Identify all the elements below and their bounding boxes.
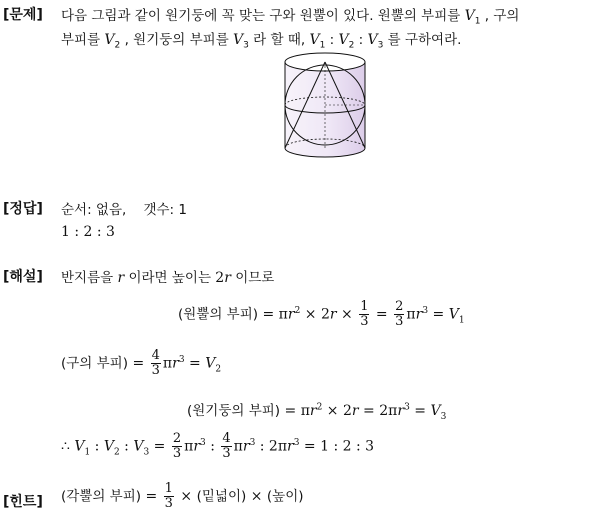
answer-line1: 순서: 없음, 갯수: 1 [61, 202, 187, 218]
hint-pyramid-label: (각뿔의 부피) [61, 488, 142, 505]
cylinder-volume-equation: (원기둥의 부피) = $\pi r^2 \times 2r = 2\pi r^3 = V_3$ [187, 402, 447, 422]
answer-label: [정답] [3, 201, 43, 217]
problem-text-line1: 다음 그림과 같이 원기둥에 꼭 맞는 구와 원뿔이 있다. 원뿔의 부피를 $V_1$ , 구의 [61, 8, 520, 27]
problem-text-line2: 부피를 $V_2$ , 원기둥의 부피를 $V_3$ 라 할 때, $V_1$ : $V_2$ : $V_3$ 를 구하여라. [61, 32, 462, 51]
sphere-volume-label: (구의 부피) [61, 355, 128, 372]
cylinder-sphere-cone-figure [280, 52, 370, 164]
cone-volume-label: (원뿔의 부피) [178, 306, 259, 323]
answer-line2: 1 : 2 : 3 [61, 224, 115, 240]
hint-label: [힌트] [3, 494, 43, 510]
hint-height-label: (높이) [266, 488, 304, 505]
sphere-volume-equation: (구의 부피) = $\frac{4}{3}$ $\pi r^3 = V_2$ [61, 348, 222, 378]
cylinder-volume-label: (원기둥의 부피) [187, 403, 281, 419]
problem-label: [문제] [3, 7, 43, 23]
explanation-label: [해설] [3, 269, 43, 285]
cone-volume-equation: (원뿔의 부피) = $\pi r^2 \times 2r$ × $\frac{1}{3}$ = $\frac{2}{3}$ $\pi r^3 = V_1$ [178, 299, 465, 329]
explanation-intro: 반지름을 r 이라면 높이는 2r 이므로 [61, 270, 275, 286]
therefore-symbol: ∴ [61, 438, 70, 455]
ratio-conclusion-equation: ∴ $V_1$ : $V_2$ : $V_3$ = $\frac{2}{3}$ $\pi r^3$ : $\frac{4}{3}$ $\pi r^3$ : $2\pi r^3 = 1$ : 2 : 3 [61, 431, 375, 461]
hint-equation: (각뿔의 부피) = $\frac{1}{3}$ × (밑넓이) × (높이) [61, 481, 304, 511]
hint-base-label: (밑넓이) [196, 488, 247, 505]
